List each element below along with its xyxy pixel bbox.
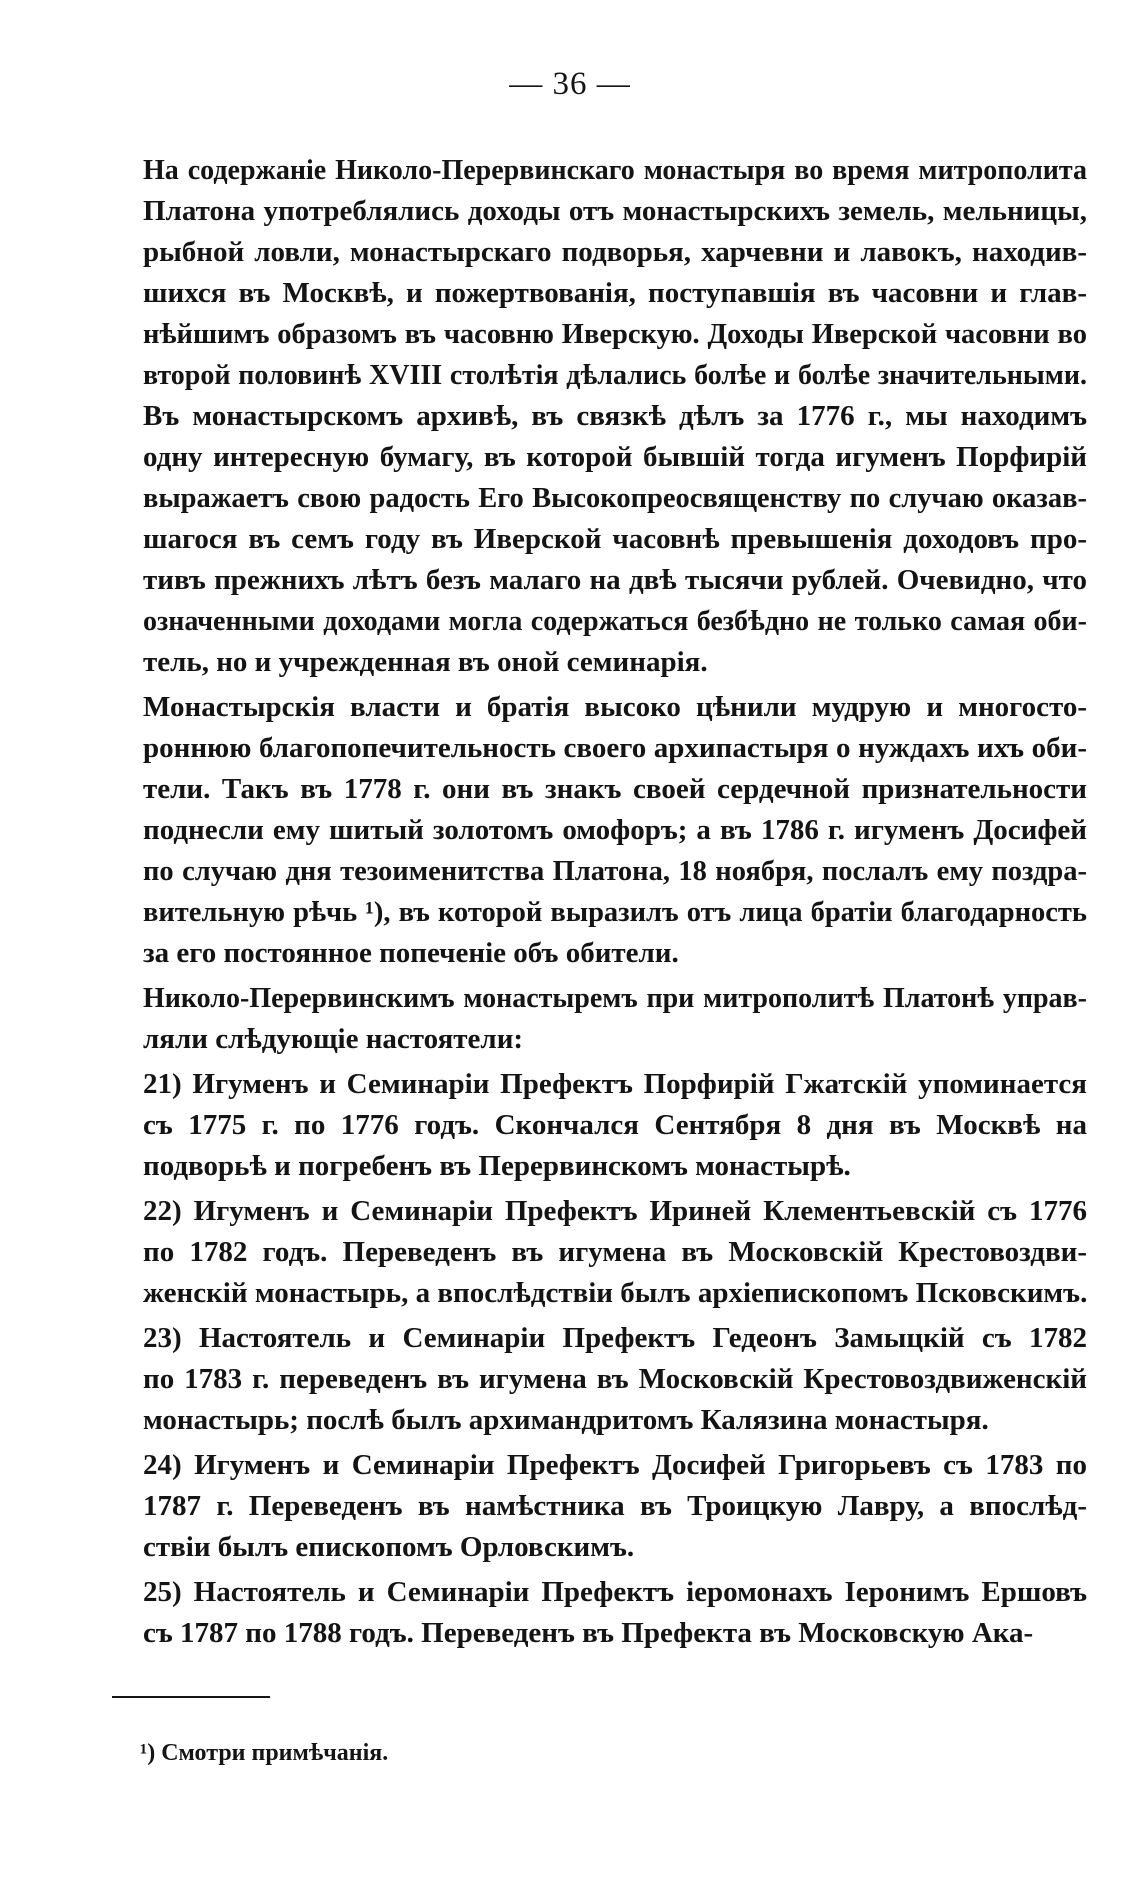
text-line: съ 1775 г. по 1776 годъ. Скончался Сентября 8 дня въ Москвѣ на xyxy=(143,1109,1087,1141)
footnote-divider xyxy=(112,1696,270,1698)
text-line: по случаю дня тезоименитства Платона, 18 ноября, послалъ ему поздра- xyxy=(143,856,1087,887)
text-line: На содержаніе Николо-Перервинскаго монастыря во время митрополита xyxy=(143,155,1087,186)
text-line: по 1783 г. переведенъ въ игумена въ Московскій Крестовоздвиженскій xyxy=(143,1363,1087,1395)
text-line: Монастырскія власти и братія высоко цѣнили мудрую и многосто- xyxy=(143,691,1087,723)
text-line: ствіи былъ епископомъ Орловскимъ. xyxy=(143,1531,635,1563)
text-line: 24) Игуменъ и Семинаріи Префектъ Досифей Григорьевъ съ 1783 по xyxy=(143,1449,1087,1481)
text-line: 1787 г. Переведенъ въ намѣстника въ Троицкую Лавру, а впослѣд- xyxy=(143,1490,1087,1522)
text-line: 23) Настоятель и Семинаріи Префектъ Гедеонъ Замыцкій съ 1782 xyxy=(143,1322,1087,1354)
text-line: шагося въ семъ году въ Иверской часовнѣ превышенія доходовъ про- xyxy=(143,523,1087,555)
text-line: роннюю благопопечительность своего архипастыря о нуждахъ ихъ оби- xyxy=(143,732,1087,764)
footnote: ¹) Смотри примѣчанія. xyxy=(140,1740,389,1766)
text-line: вительную рѣчь ¹), въ которой выразилъ отъ лица братіи благодарность xyxy=(143,897,1087,928)
body-text xyxy=(143,150,1087,1654)
paragraph xyxy=(143,1445,1087,1568)
text-line: шихся въ Москвѣ, и пожертвованія, поступавшія въ часовни и глав- xyxy=(143,277,1087,309)
paragraph xyxy=(143,1191,1087,1314)
page-number: — 36 — xyxy=(509,66,631,102)
text-line: 22) Игуменъ и Семинаріи Префектъ Ириней Клементьевскій съ 1776 xyxy=(143,1195,1087,1227)
paragraph xyxy=(143,1318,1087,1441)
text-line: по 1782 годъ. Переведенъ въ игумена въ Московскій Крестовоздви- xyxy=(143,1236,1087,1268)
paragraph xyxy=(143,1064,1087,1187)
paragraph xyxy=(143,1572,1087,1654)
text-line: рыбной ловли, монастырскаго подворья, харчевни и лавокъ, находив- xyxy=(143,236,1087,268)
text-line: означенными доходами могла содержаться безбѣдно не только самая оби- xyxy=(143,606,1087,637)
text-line: поднесли ему шитый золотомъ омофоръ; а въ 1786 г. игуменъ Досифей xyxy=(143,814,1087,846)
paragraph xyxy=(143,978,1087,1060)
text-line: 25) Настоятель и Семинаріи Префектъ іеромонахъ Іеронимъ Ершовъ xyxy=(143,1576,1087,1608)
text-line: тель, но и учрежденная въ оной семинарія. xyxy=(143,646,708,678)
text-line: тивъ прежнихъ лѣтъ безъ малаго на двѣ тысячи рублей. Очевидно, что xyxy=(143,564,1087,596)
text-line: выражаетъ свою радость Его Высокопреосвященству по случаю оказав- xyxy=(143,483,1087,514)
text-line: одну интересную бумагу, въ которой бывшій тогда игуменъ Порфирій xyxy=(143,441,1087,473)
text-line: женскій монастырь, а впослѣдствіи былъ архіепископомъ Псковскимъ. xyxy=(143,1277,1088,1309)
text-line: 21) Игуменъ и Семинаріи Префектъ Порфирій Гжатскій упоминается xyxy=(143,1068,1087,1100)
text-line: нѣйшимъ образомъ въ часовню Иверскую. Доходы Иверской часовни во xyxy=(143,319,1087,350)
text-line: съ 1787 по 1788 годъ. Переведенъ въ Префекта въ Московскую Ака- xyxy=(143,1617,1034,1649)
paragraph xyxy=(143,687,1087,974)
paragraph xyxy=(143,150,1087,683)
text-line: за его постоянное попеченіе объ обители. xyxy=(143,937,679,969)
text-line: подворьѣ и погребенъ въ Перервинскомъ монастырѣ. xyxy=(143,1150,851,1182)
text-line: ляли слѣдующіе настоятели: xyxy=(143,1023,524,1055)
text-line: тели. Такъ въ 1778 г. они въ знакъ своей сердечной признательности xyxy=(143,773,1087,805)
text-line: Платона употреблялись доходы отъ монастырскихъ земель, мельницы, xyxy=(143,195,1087,227)
text-line: второй половинѣ XVIII столѣтія дѣлались болѣе и болѣе значительными. xyxy=(143,360,1087,391)
text-line: монастырь; послѣ былъ архимандритомъ Калязина монастыря. xyxy=(143,1404,989,1436)
text-line: Въ монастырскомъ архивѣ, въ связкѣ дѣлъ за 1776 г., мы находимъ xyxy=(143,400,1087,432)
text-line: Николо-Перервинскимъ монастыремъ при митрополитѣ Платонѣ управ- xyxy=(143,983,1087,1014)
